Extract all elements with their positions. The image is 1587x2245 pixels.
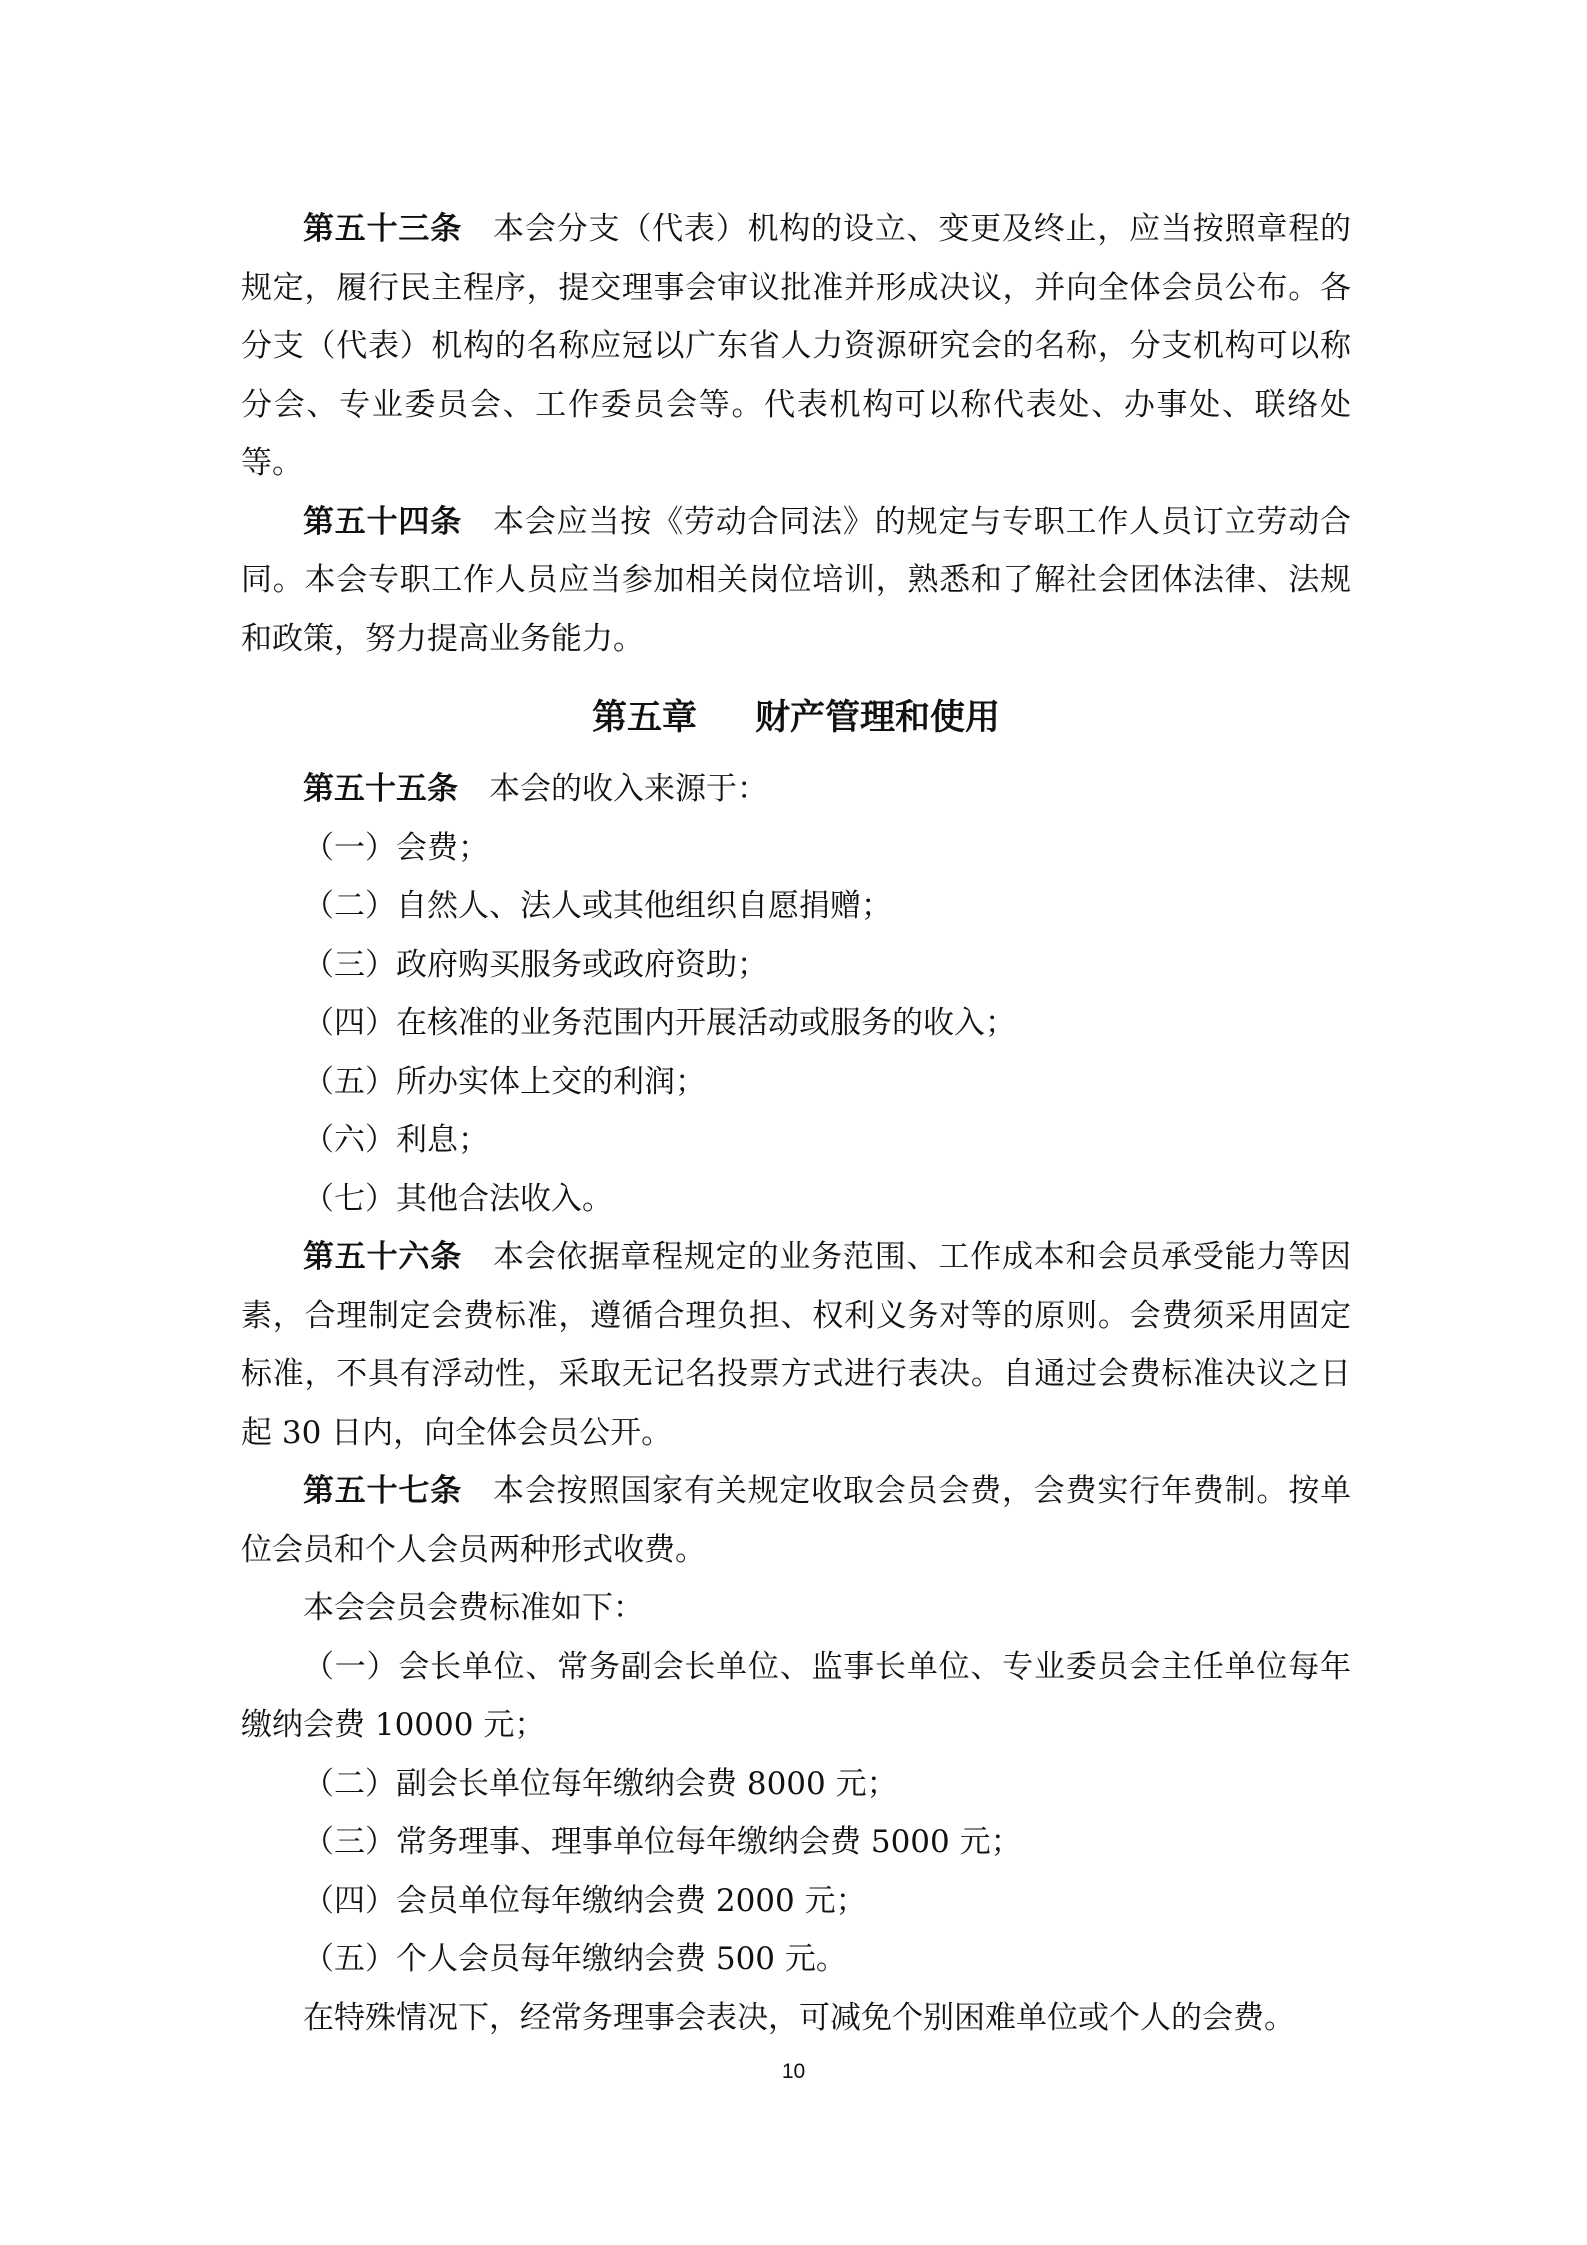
article-text: 本会按照国家有关规定收取会员会费，会费实行年费制。按单位会员和个人会员两种形式收费。 xyxy=(241,1473,1352,1568)
chapter-title: 财产管理和使用 xyxy=(755,698,1001,738)
income-source-item: （六）利息； xyxy=(303,1122,489,1158)
fee-item: （四）会员单位每年缴纳会费 2000 元； xyxy=(303,1882,867,1919)
income-source-item: （二）自然人、法人或其他组织自愿捐赠； xyxy=(303,888,892,924)
fee-item: （三）常务理事、理事单位每年缴纳会费 5000 元； xyxy=(303,1824,1022,1860)
income-source-item: （七）其他合法收入。 xyxy=(303,1180,613,1217)
article-54 xyxy=(241,493,1351,669)
article-53 xyxy=(241,200,1351,493)
fee-item: （五）个人会员每年缴纳会费 500 元。 xyxy=(303,1941,847,1977)
article-text: 本会应当按《劳动合同法》的规定与专职工作人员订立劳动合同。本会专职工作人员应当参加相关岗位培训，熟悉和了解社会团体法律、法规和政策，努力提高业务能力。 xyxy=(241,503,1352,657)
income-source-item: （五）所办实体上交的利润； xyxy=(303,1063,706,1100)
fee-exemption: 在特殊情况下，经常务理事会表决，可减免个别困难单位或个人的会费。 xyxy=(303,1999,1295,2036)
page-body xyxy=(241,200,1351,2047)
page-number: 10 xyxy=(781,2060,806,2083)
article-number: 第五十七条 xyxy=(303,1473,463,1509)
article-55 xyxy=(241,760,1351,819)
fee-standard-intro: 本会会员会费标准如下： xyxy=(303,1590,644,1626)
article-text: 本会分支（代表）机构的设立、变更及终止，应当按照章程的规定，履行民主程序，提交理事会审议批准并形成决议，并向全体会员公布。各分支（代表）机构的名称应冠以广东省人力资源研究会的名称，分支机构可以称分会、专业委员会、工作委员会等。代表机构可以称代表处、办事处、联络处等。 xyxy=(241,211,1352,481)
chapter-number: 第五章 xyxy=(591,698,697,738)
article-number: 第五十四条 xyxy=(303,503,463,540)
fee-item: （一）会长单位、常务副会长单位、监事长单位、专业委员会主任单位每年缴纳会费 10000 元； xyxy=(241,1648,1351,1743)
article-57 xyxy=(241,1462,1351,1579)
chapter-heading xyxy=(241,682,1351,754)
article-56 xyxy=(241,1228,1351,1462)
article-text: 本会依据章程规定的业务范围、工作成本和会员承受能力等因素，合理制定会费标准，遵循合理负担、权利义务对等的原则。会费须采用固定标准，不具有浮动性，采取无记名投票方式进行表决。自通过会费标准决议之日起 30 日内，向全体会员公开。 xyxy=(241,1239,1352,1451)
income-source-item: （一）会费； xyxy=(303,829,489,866)
article-number: 第五十六条 xyxy=(303,1239,463,1275)
article-number: 第五十三条 xyxy=(303,211,463,247)
fee-item: （二）副会长单位每年缴纳会费 8000 元； xyxy=(303,1765,898,1802)
income-source-item: （三）政府购买服务或政府资助； xyxy=(303,946,768,983)
article-text: 本会的收入来源于： xyxy=(489,771,768,807)
income-source-item: （四）在核准的业务范围内开展活动或服务的收入； xyxy=(303,1005,1016,1041)
article-number: 第五十五条 xyxy=(303,771,458,807)
